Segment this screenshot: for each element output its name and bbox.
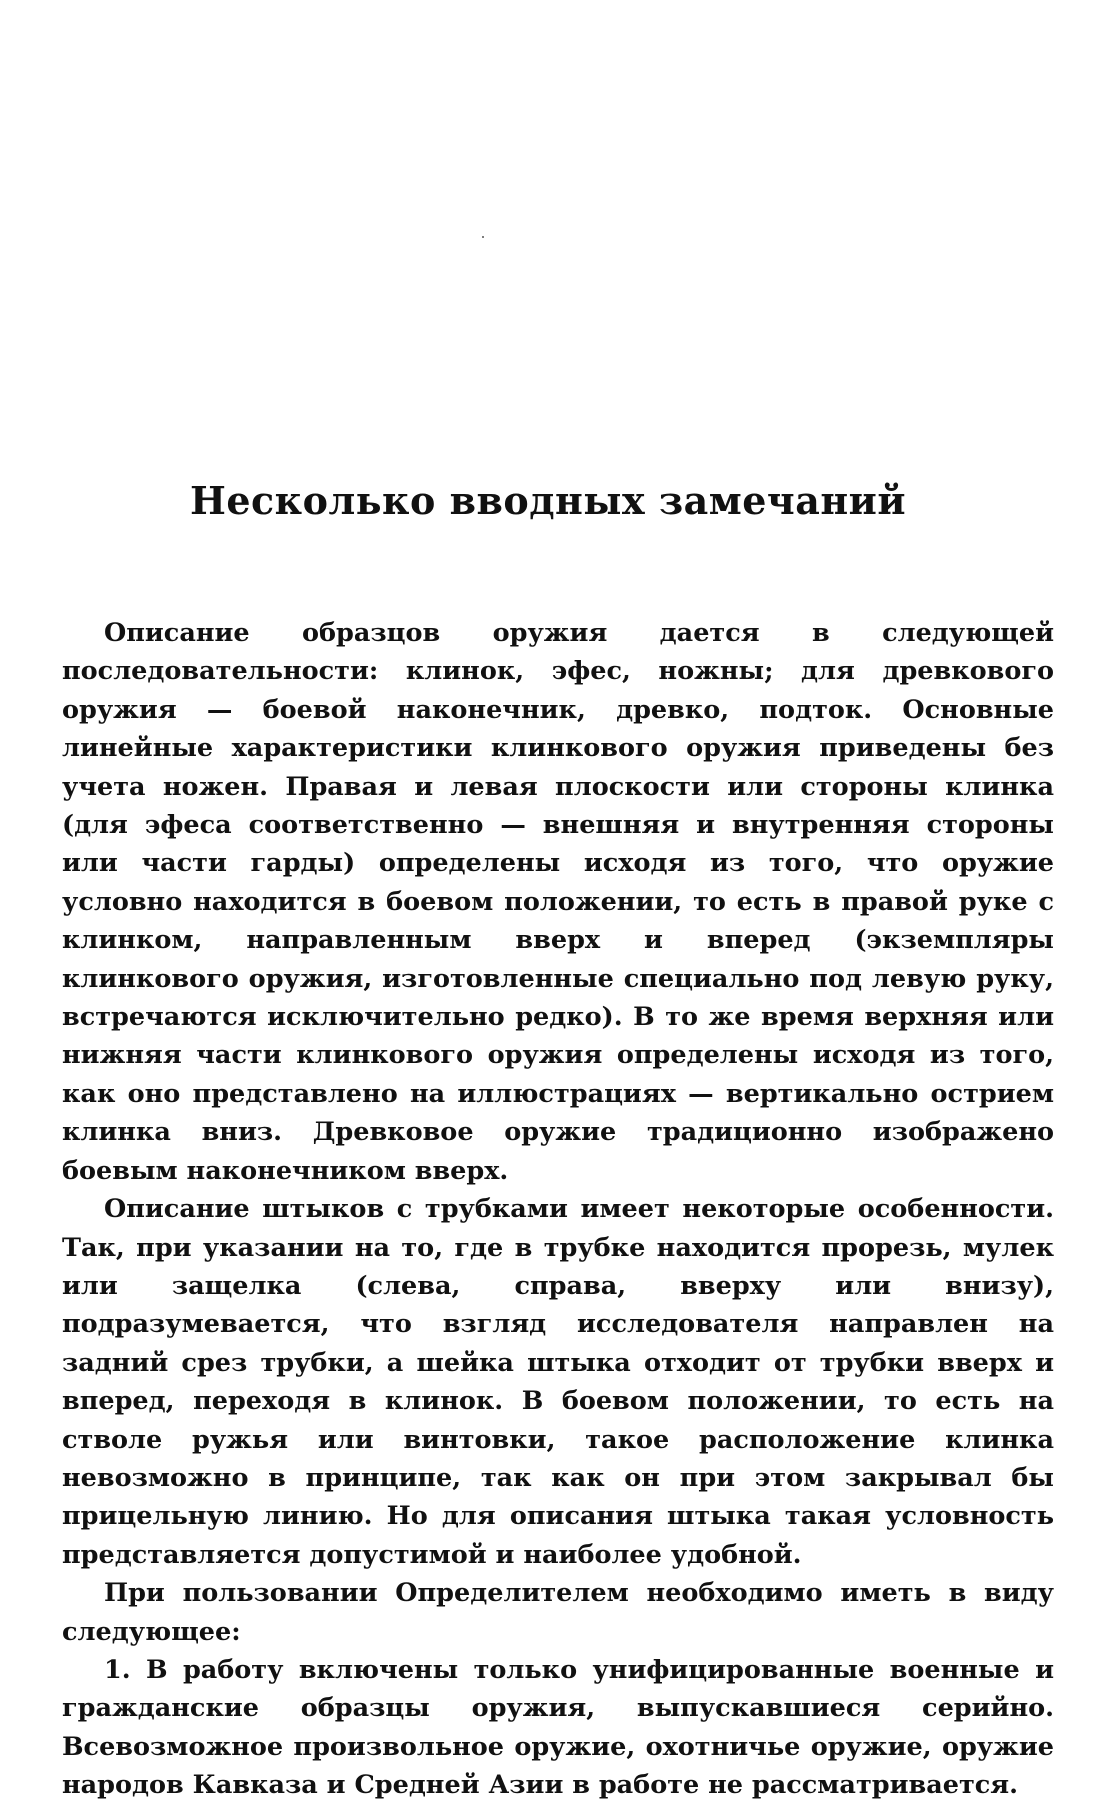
paragraph-bayonet-description: Описание штыков с трубками имеет некоторые особенности. Так, при указании на то, где в трубке находится прорезь, мулек или защелка (слева, справа, вверху или внизу), подразумевается, что взгляд исследователя направлен на задний срез трубки, а шейка штыка отходит от трубки вверх и вперед, переходя в клинок. В боевом положении, то есть на стволе ружья или винтовки, такое расположение клинка невозможно в принципе, так как он при этом закрывал бы прицельную линию. Но для описания штыка такая условность представляется допустимой и наиболее удобной. [62, 1194, 1054, 1570]
scan-speck [482, 236, 484, 238]
paragraph-list-item-1: 1. В работу включены только унифицированные военные и гражданские образцы оружия, выпускавшиеся серийно. Всевозможное произвольное оружие, охотничье оружие, оружие народов Кавказа и Средней Азии в работе не рассматривается. [62, 1654, 1054, 1801]
paragraph-usage-note: При пользовании Определителем необходимо иметь в виду следующее: [62, 1578, 1054, 1647]
page-title: Несколько вводных замечаний [189, 478, 907, 523]
paragraph-description-order: Описание образцов оружия дается в следующей последовательности: клинок, эфес, ножны; для древкового оружия — боевой наконечник, древко, подток. Основные линейные характеристики клинкового оружия приведены без учета ножен. Правая и левая плоскости или стороны клинка (для эфеса соответственно — внешняя и внутренняя стороны или части гарды) определены исходя из того, что оружие условно находится в боевом положении, то есть в правой руке с клинком, направленным вверх и вперед (экземпляры клинкового оружия, изготовленные специально под левую руку, встречаются исключительно редко). В то же время верхняя или нижняя части клинкового оружия определены исходя из того, как оно представлено на иллюстрациях — вертикально острием клинка вниз. Древковое оружие традиционно изображено боевым наконечником вверх. [62, 618, 1054, 1186]
body-text [62, 614, 1054, 1805]
